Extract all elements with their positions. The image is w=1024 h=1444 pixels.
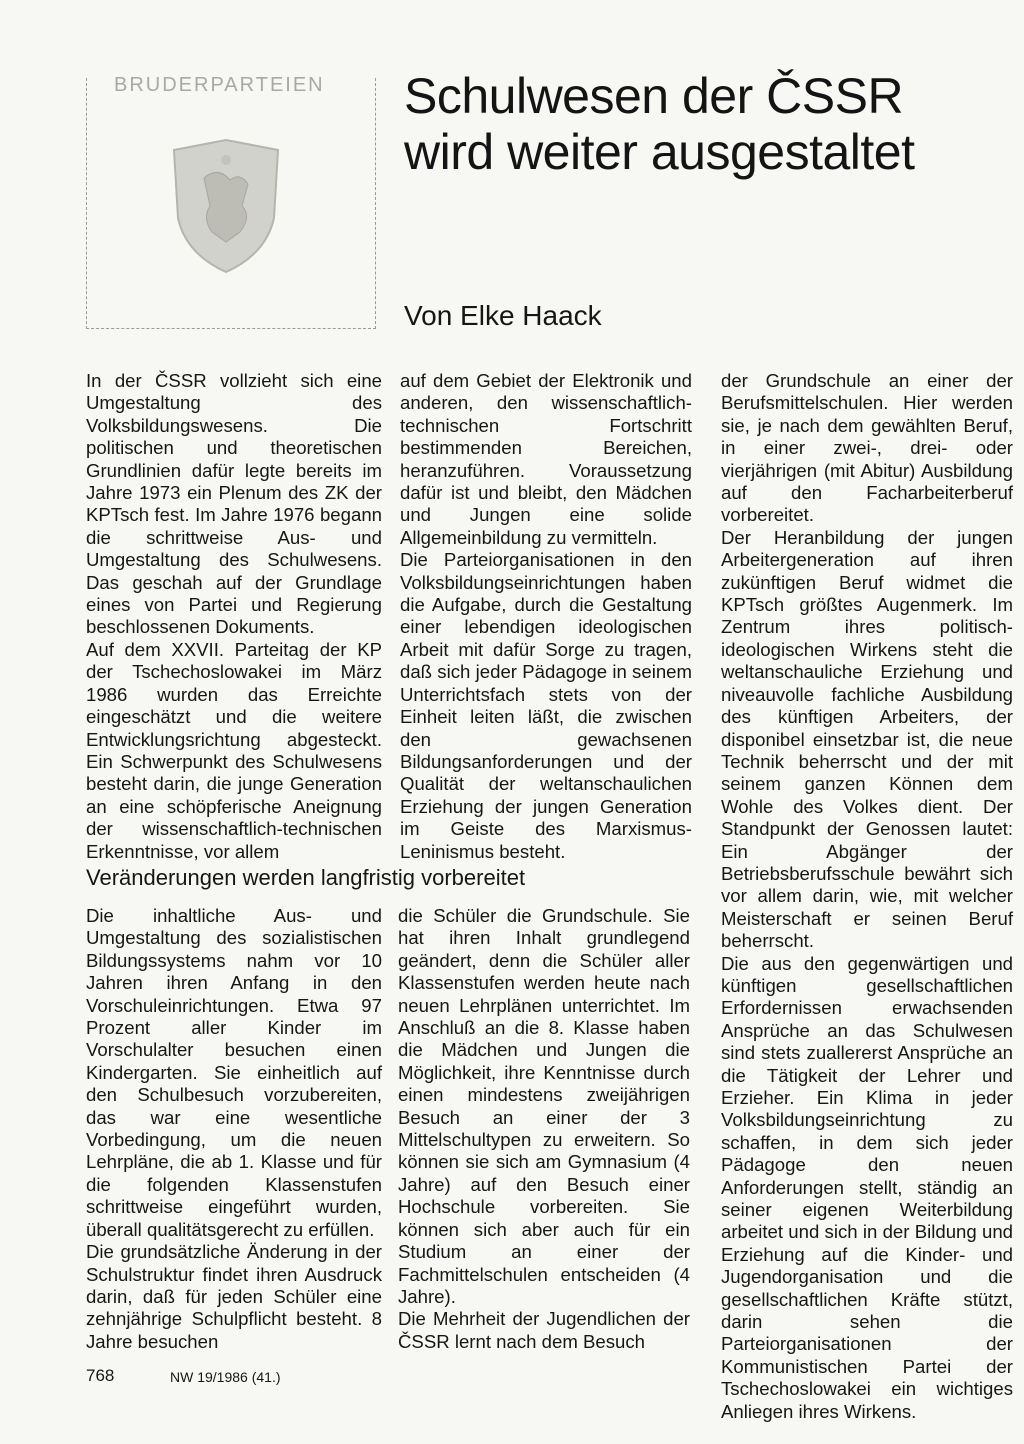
section-label: BRUDERPARTEIEN — [110, 74, 329, 97]
state-emblem-icon — [166, 136, 286, 276]
headline — [404, 68, 914, 180]
paragraph: auf dem Gebiet der Elektronik und anderen, den wissenschaftlich-technischen Fortschritt bestimmenden Bereichen, heranzuführen. Voraussetzung dafür ist und bleibt, den Mädchen und Jungen eine solide Allgemeinbildung zu vermitteln. — [400, 370, 692, 548]
column-4 — [86, 905, 382, 1353]
headline-line-2: wird weiter ausgestaltet — [404, 124, 915, 180]
page-number: 768 — [86, 1366, 115, 1385]
paragraph: In der ČSSR vollzieht sich eine Umgestaltung des Volksbildungswesens. Die politischen und theoretischen Grundlinien dafür legte bereits im Jahre 1973 ein Plenum des ZK der KPTsch fest. Im Jahre 1976 begann die schrittweise Aus- und Umgestaltung des Schulwesens. Das geschah auf der Grundlage eines von Partei und Regierung beschlossenen Dokuments. — [86, 370, 382, 638]
column-3 — [721, 370, 1013, 1423]
paragraph: Die inhaltliche Aus- und Umgestaltung des sozialistischen Bildungssystems nahm vor 10 Jahren ihren Anfang in den Vorschuleinrichtungen. Etwa 97 Prozent aller Kinder im Vorschulalter besuchen einen Kindergarten. Sie einheitlich auf den Schulbesuch vorzubereiten, das war eine wesentliche Vorbedingung, um die neuen Lehrpläne, die ab 1. Klasse und für die folgenden Klassenstufen schrittweise eingeführt wurden, überall qualitätsgerecht zu erfüllen. — [86, 905, 382, 1240]
paragraph: Die grundsätzliche Änderung in der Schulstruktur findet ihren Ausdruck darin, daß für jeden Schüler eine zehnjährige Schulpflicht besteht. 8 Jahre besuchen — [86, 1241, 382, 1352]
paragraph: Die aus den gegenwärtigen und künftigen gesellschaftlichen Erfordernissen erwachsenden Ansprüche an das Schulwesen sind stets zuallererst Ansprüche an die Tätigkeit der Lehrer und Erzieher. Ein Klima in jeder Volksbildungseinrichtung zu schaffen, in dem sich jeder Pädagoge den neuen Anforderungen stellt, ständig an seiner eigenen Weiterbildung arbeitet und sich in der Bildung und Erziehung auf die Kinder- und Jugendorganisation und die gesellschaftlichen Kräfte stützt, darin sehen die Parteiorganisationen der Kommunistischen Partei der Tschechoslowakei ein wichtiges Anliegen ihres Wirkens. — [721, 952, 1013, 1422]
paragraph: Die Parteiorganisationen in den Volksbildungseinrichtungen haben die Aufgabe, durch die Gestaltung einer lebendigen ideologischen Arbeit mit dafür Sorge zu tragen, daß sich jeder Pädagoge in seinem Unterrichtsfach stets von der Einheit leiten läßt, die zwischen den gewachsenen Bildungsanforderungen und der Qualität der weltanschaulichen Erziehung der jungen Generation im Geiste des Marxismus-Leninismus besteht. — [400, 549, 692, 862]
column-1 — [86, 370, 382, 863]
paragraph: Auf dem XXVII. Parteitag der KP der Tschechoslowakei im März 1986 wurden das Erreichte eingeschätzt und die weitere Entwicklungsrichtung abgesteckt. Ein Schwerpunkt des Schulwesens besteht darin, die junge Generation an eine schöpferische Aneignung der wissenschaftlich-technischen Erkenntnisse, vor allem — [86, 638, 382, 862]
paragraph: der Grundschule an einer der Berufsmittelschulen. Hier werden sie, je nach dem gewählten Beruf, in einer zwei-, drei- oder vierjährigen (mit Abitur) Ausbildung auf den Facharbeiterberuf vorbereitet. — [721, 370, 1013, 526]
byline: Von Elke Haack — [404, 300, 602, 331]
paragraph: Die Mehrheit der Jugendlichen der ČSSR lernt nach dem Besuch — [398, 1308, 690, 1352]
paragraph: die Schüler die Grundschule. Sie hat ihren Inhalt grundlegend geändert, denn die Schüler aller Klassenstufen werden heute nach neuen Lehrplänen unterrichtet. Im Anschluß an die 8. Klasse haben die Mädchen und Jungen die Möglichkeit, ihre Kenntnisse durch einen mindestens zweijährigen Besuch an einer der 3 Mittelschultypen zu erweitern. So können sie sich am Gymnasium (4 Jahre) auf den Besuch einer Hochschule vorbereiten. Sie können sich aber auch für ein Studium an einer der Fachmittelschulen entscheiden (4 Jahre). — [398, 905, 690, 1307]
section-logo — [86, 74, 374, 328]
column-5 — [398, 905, 690, 1353]
source-reference: NW 19/1986 (41.) — [170, 1369, 281, 1385]
column-2 — [400, 370, 692, 863]
headline-line-1: Schulwesen der ČSSR — [404, 68, 904, 124]
paragraph: Der Heranbildung der jungen Arbeitergeneration auf ihren zukünftigen Beruf widmet die KPTsch größtes Augenmerk. Im Zentrum ihres politisch-ideologischen Wirkens steht die weltanschauliche Erziehung und niveauvolle fachliche Ausbildung des künftigen Arbeiters, der disponibel einsetzbar ist, die neue Technik beherrscht und der mit seinem ganzen Können dem Wohle des Volkes dient. Der Standpunkt der Genossen lautet: Ein Abgänger der Betriebsberufsschule bewährt sich vor allem darin, wie, mit welcher Meisterschaft er seinen Beruf beherrscht. — [721, 526, 1013, 952]
subheading: Veränderungen werden langfristig vorbereitet — [86, 865, 526, 890]
